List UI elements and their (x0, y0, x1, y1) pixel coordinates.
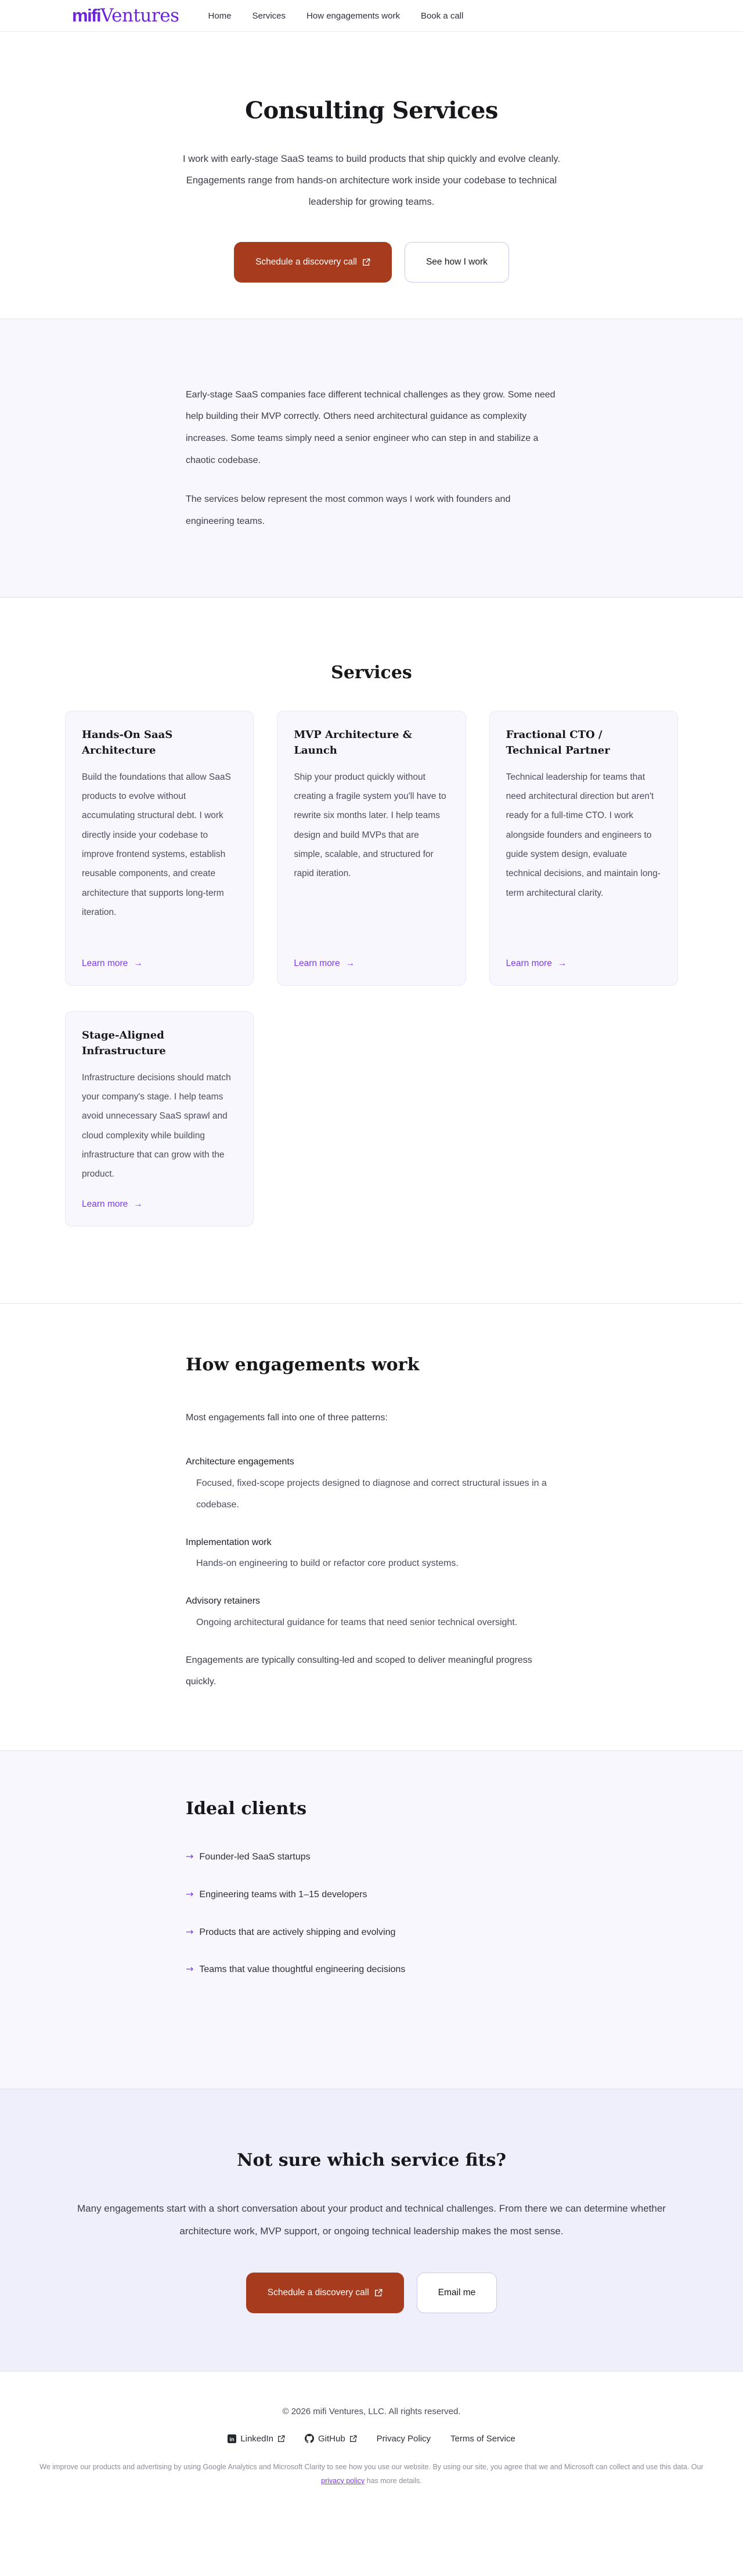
services-title: Services (331, 663, 412, 683)
pattern-name: Architecture engagements (186, 1457, 294, 1467)
schedule-discovery-call-button[interactable] (234, 242, 392, 283)
arrow-right-icon: → (134, 958, 143, 969)
service-card-title: Stage-Aligned Infrastructure (82, 1029, 166, 1057)
linkedin-link[interactable]: in LinkedIn (228, 2434, 285, 2444)
ideal-clients-title: Ideal clients (186, 1799, 307, 1819)
ideal-client-label: Engineering teams with 1–15 developers (199, 1890, 367, 1900)
pattern-description: Hands-on engineering to build or refactor core product systems. (196, 1558, 459, 1569)
terms-of-service-link[interactable]: Terms of Service (450, 2433, 515, 2444)
nav-link-book-a-call[interactable]: Book a call (420, 10, 464, 21)
privacy-policy-link[interactable]: Privacy Policy (376, 2433, 431, 2444)
see-how-i-work-button[interactable] (405, 242, 509, 283)
learn-more-link[interactable]: Learn more → (506, 958, 567, 969)
pattern-description: Focused, fixed-scope projects designed to diagnose and correct structural issues in a codebase. (196, 1478, 547, 1510)
how-engagements-work-title: How engagements work (186, 1354, 420, 1375)
service-card-title: Hands-On SaaS Architecture (82, 729, 173, 757)
cta-schedule-label: Schedule a discovery call (267, 2288, 369, 2298)
arrow-right-icon: → (345, 958, 355, 969)
external-link-icon (374, 2289, 383, 2297)
ideal-client-item (186, 1921, 557, 1944)
service-card-mvp-architecture-launch (277, 711, 466, 986)
services-section (0, 598, 743, 1303)
ideal-clients-section (0, 1750, 743, 2088)
service-card-body: Technical leadership for teams that need architectural direction but aren't ready for a full-time CTO. I work alongside founders and engineers to guide system design, evaluate technical decisions, and maintain long-term architectural clarity. (506, 772, 661, 898)
svg-text:in: in (229, 2436, 235, 2442)
page-title: Consulting Services (245, 97, 498, 124)
ideal-client-label: Founder-led SaaS startups (199, 1852, 311, 1862)
intro-paragraph-2: The services below represent the most common ways I work with founders and engineering teams. (186, 494, 511, 526)
see-how-i-work-label: See how I work (425, 257, 488, 267)
service-card-body: Infrastructure decisions should match your company's stage. I help teams avoid unnecessary SaaS sprawl and cloud complexity while building infrastructure that can grow with the product. (82, 1072, 231, 1180)
pattern-description: Ongoing architectural guidance for teams that need senior technical oversight. (196, 1618, 518, 1628)
intro-paragraph-1: Early-stage SaaS companies face different technical challenges as they grow. Some need help building their MVP correctly. Others need architectural guidance as complexity increases. Some teams simply need a senior engineer who can step in and stabilize a chaotic codebase. (186, 389, 556, 465)
arrow-right-icon: → (186, 1851, 194, 1862)
privacy-policy-inline-link[interactable]: privacy policy (321, 2476, 365, 2485)
analytics-disclaimer: We improve our products and advertising by using Google Analytics and Microsoft Clarity to see how you use our website. By using our site, you agree that we and Microsoft can collect and use this data. Our privacy policy has more details. (39, 2462, 704, 2485)
external-link-icon (362, 258, 370, 266)
github-link[interactable]: GitHub (305, 2434, 357, 2444)
pattern-name: Implementation work (186, 1537, 272, 1547)
nav-link-home[interactable]: Home (208, 10, 232, 21)
brand-logo[interactable] (72, 5, 179, 26)
ideal-client-item (186, 1958, 557, 1981)
footer-links (14, 2434, 729, 2444)
pattern-advisory-retainers (186, 1591, 557, 1634)
learn-more-link[interactable]: Learn more → (82, 1199, 143, 1209)
external-link-icon (277, 2435, 285, 2443)
service-card-title: MVP Architecture & Launch (294, 729, 412, 757)
services-card-grid (65, 711, 678, 1226)
pattern-implementation-work (186, 1532, 557, 1575)
engagements-intro: Most engagements fall into one of three patterns: (186, 1412, 388, 1423)
engagements-closing: Engagements are typically consulting-led and scoped to deliver meaningful progress quickly. (186, 1655, 532, 1687)
ideal-client-item (186, 1883, 557, 1906)
site-footer (0, 2371, 743, 2534)
service-card-body: Build the foundations that allow SaaS products to evolve without accumulating structural debt. I work directly inside your codebase to improve frontend systems, establish reusable components, and create architecture that supports long-term iteration. (82, 772, 231, 917)
ideal-client-label: Teams that value thoughtful engineering decisions (199, 1964, 406, 1975)
site-header (0, 0, 743, 32)
cta-section (0, 2089, 743, 2371)
learn-more-link[interactable]: Learn more → (82, 958, 143, 969)
cta-body: Many engagements start with a short conversation about your product and technical challenges. From there we can determine whether architecture work, MVP support, or ongoing technical leadership makes the most sense. (77, 2202, 666, 2237)
ideal-client-item (186, 1846, 557, 1868)
pattern-architecture-engagements (186, 1452, 557, 1515)
arrow-right-icon: → (186, 1888, 194, 1900)
hero-section (0, 32, 743, 319)
brand-logo-serif: Ventures (100, 5, 179, 26)
email-me-label: Email me (438, 2288, 476, 2298)
main-nav (208, 11, 463, 21)
learn-more-link[interactable]: Learn more → (294, 958, 355, 969)
external-link-icon (349, 2435, 357, 2443)
service-card-title: Fractional CTO / Technical Partner (506, 729, 610, 757)
github-icon (305, 2434, 314, 2443)
ideal-client-label: Products that are actively shipping and evolving (199, 1927, 396, 1937)
brand-logo-bold: mifi (72, 5, 101, 26)
pattern-name: Advisory retainers (186, 1596, 261, 1607)
cta-schedule-discovery-call-button[interactable] (246, 2273, 404, 2313)
linkedin-icon (228, 2434, 236, 2443)
copyright-text: © 2026 mifi Ventures, LLC. All rights reserved. (282, 2406, 461, 2416)
arrow-right-icon: → (557, 958, 567, 969)
how-engagements-work-section (0, 1303, 743, 1751)
schedule-discovery-call-label: Schedule a discovery call (255, 257, 357, 267)
service-card-fractional-cto (489, 711, 678, 986)
service-card-stage-aligned-infrastructure (65, 1011, 254, 1226)
arrow-right-icon: → (134, 1199, 143, 1209)
arrow-right-icon: → (186, 1963, 194, 1975)
intro-section (0, 319, 743, 598)
arrow-right-icon: → (186, 1926, 194, 1937)
service-card-hands-on-saas-architecture (65, 711, 254, 986)
cta-title: Not sure which service fits? (237, 2150, 506, 2170)
hero-subtitle: I work with early-stage SaaS teams to build products that ship quickly and evolve cleanly. Engagements range from hands-on architecture work inside your codebase to technical leadership for growing teams. (183, 154, 560, 208)
nav-link-how-engagements-work[interactable]: How engagements work (306, 10, 400, 21)
service-card-body: Ship your product quickly without creating a fragile system you'll have to rewrite six months later. I help teams design and build MVPs that are simple, scalable, and structured for rapid iteration. (294, 772, 446, 879)
email-me-button[interactable] (417, 2273, 497, 2313)
nav-link-services[interactable]: Services (252, 10, 286, 21)
